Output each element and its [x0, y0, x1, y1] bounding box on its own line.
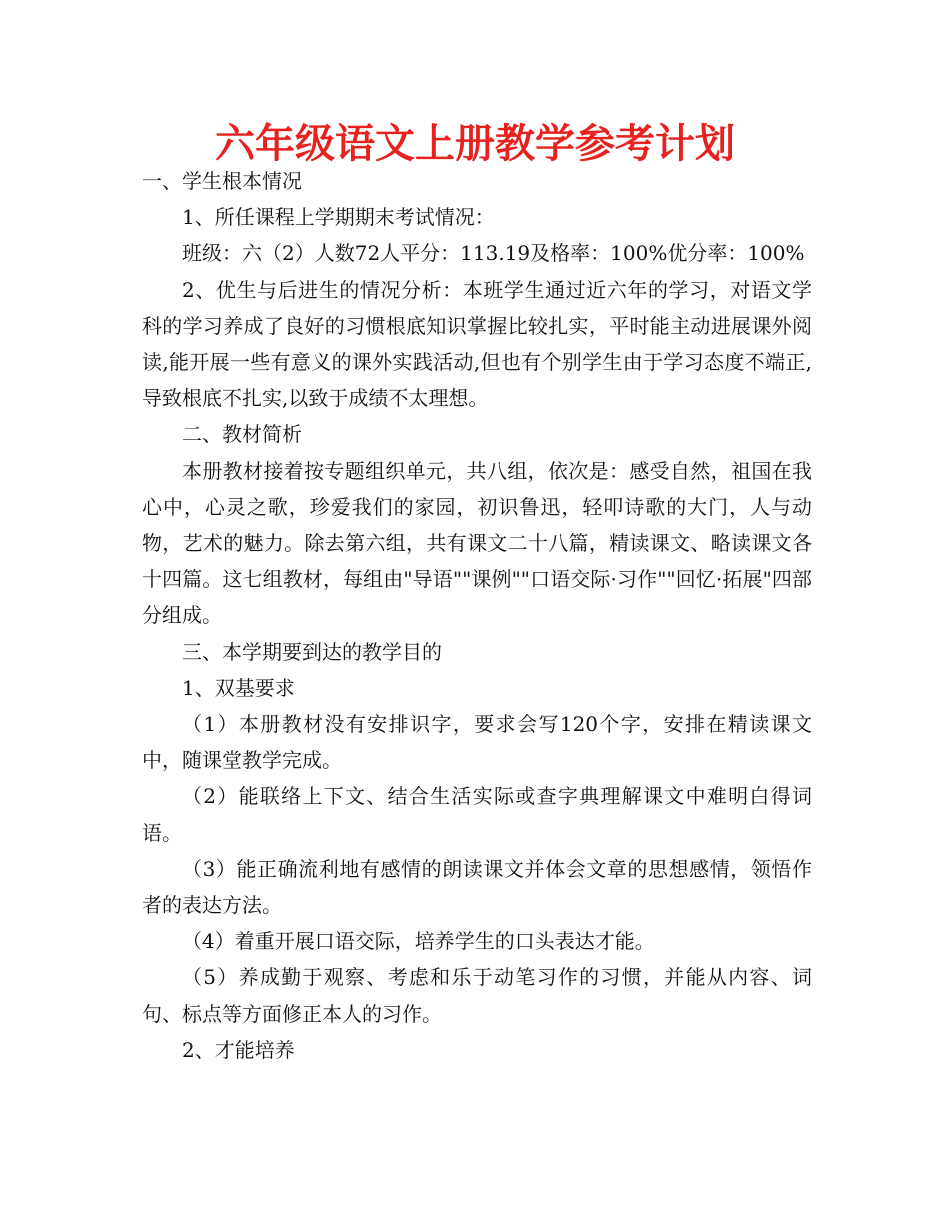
section-heading-1: 一、学生根本情况 [142, 169, 302, 193]
section-heading-3: 三、本学期要到达的教学目的 [182, 639, 442, 664]
list-item-2: （2）能联络上下文、结合生活实际或查字典理解课文中难明白得词语。 [142, 784, 812, 845]
subheading-exam: 1、所任课程上学期期末考试情况： [182, 205, 495, 230]
section-heading-2: 二、教材简析 [182, 422, 302, 447]
paragraph-class-stats: 班级：六（2）人数72人平分：113.19及格率：100%优分率：100% [182, 241, 805, 266]
list-item-4: （4）着重开展口语交际，培养学生的口头表达才能。 [182, 929, 655, 954]
list-item-1: （1）本册教材没有安排识字，要求会写120个字，安排在精读课文中，随课堂教学完成。 [142, 712, 812, 773]
document-title: 六年级语文上册教学参考计划 [215, 121, 735, 167]
paragraph-textbook-overview: 本册教材接着按专题组织单元，共八组，依次是：感受自然，祖国在我心中，心灵之歌，珍爱我们的家园，初识鲁迅，轻叩诗歌的大门，人与动物，艺术的魅力。除去第六组，共有课文二十八篇，精读课文、略读课文各十四篇。这七组教材，每组由"导语""课例""口语交际·习作""回忆·拓展"四部分组成。 [142, 458, 812, 628]
document-body [142, 163, 812, 1068]
subheading-basic-requirements: 1、双基要求 [182, 675, 295, 700]
paragraph-student-analysis: 2、优生与后进生的情况分析：本班学生通过近六年的学习，对语文学科的学习养成了良好的习惯根底知识掌握比较扎实，平时能主动进展课外阅读,能开展一些有意义的课外实践活动,但也有个别学生由于学习态度不端正,导致根底不扎实,以致于成绩不太理想。 [142, 277, 812, 411]
subheading-ability: 2、才能培养 [182, 1037, 295, 1062]
list-item-5: （5）养成勤于观察、考虑和乐于动笔习作的习惯，并能从内容、词句、标点等方面修正本人的习作。 [142, 965, 812, 1026]
list-item-3: （3）能正确流利地有感情的朗读课文并体会文章的思想感情，领悟作者的表达方法。 [142, 856, 812, 918]
